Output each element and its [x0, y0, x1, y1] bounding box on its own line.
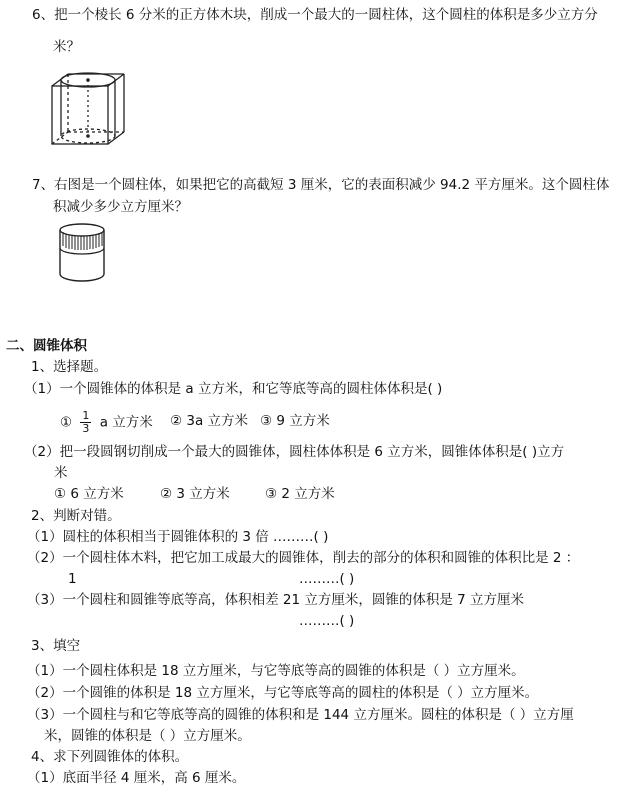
- calc-heading: 4、求下列圆锥体的体积。: [31, 749, 189, 765]
- fill-heading: 3、填空: [31, 638, 81, 654]
- cube-cylinder-figure: [48, 70, 128, 150]
- judge-q2-line1: （2）一个圆柱体木料，把它加工成最大的圆锥体，削去的部分的体积和圆锥的体积比是 2 ：: [27, 550, 580, 566]
- one-third-fraction: [80, 410, 91, 435]
- section-title: 二、圆锥体积: [6, 338, 87, 354]
- choice-heading: 1、选择题。: [31, 359, 108, 375]
- cylinder-figure: [54, 222, 114, 286]
- choice-q1-option-1: [60, 410, 153, 435]
- judge-q2-line2-blank: ………( ): [299, 571, 355, 587]
- choice-q2-option-2: ② 3 立方米: [160, 486, 230, 502]
- judge-q1: （1）圆柱的体积相当于圆锥体积的 3 倍 ………( ): [27, 529, 329, 545]
- fill-q1: （1）一个圆柱体积是 18 立方厘米，与它等底等高的圆锥的体积是（ ）立方厘米。: [27, 663, 525, 679]
- fraction-numerator: 1: [82, 409, 90, 422]
- q7-line2: 积减少多少立方厘米？: [53, 199, 188, 215]
- q6-line1: 6、把一个棱长 6 分米的正方体木块，削成一个最大的一圆柱体，这个圆柱的体积是多少立方分: [32, 7, 598, 23]
- q7-line1: 7、右图是一个圆柱体，如果把它的高截短 3 厘米，它的表面积减少 94.2 平方厘米。这个圆柱体: [32, 177, 610, 193]
- fill-q2: （2）一个圆锥的体积是 18 立方厘米，与它等底等高的圆柱的体积是（ ）立方厘米。: [27, 685, 539, 701]
- option-marker: ①: [60, 414, 73, 431]
- choice-q2-line1: （2）把一段圆钢切削成一个最大的圆锥体，圆柱体体积是 6 立方米，圆锥体体积是( )立方: [24, 444, 565, 460]
- judge-q3-line1: （3）一个圆柱和圆锥等底等高，体积相差 21 立方厘米，圆锥的体积是 7 立方厘米: [27, 592, 525, 608]
- fill-q3-line1: （3）一个圆柱与和它等底等高的圆锥的体积和是 144 立方厘米。圆柱的体积是（ ）立方厘: [27, 707, 574, 723]
- choice-q2-line2: 米: [54, 465, 68, 481]
- q6-line2: 米？: [53, 39, 80, 55]
- choice-q1-option-3: ③ 9 立方米: [260, 413, 330, 429]
- judge-heading: 2、判断对错。: [31, 508, 121, 524]
- fill-q3-line2: 米，圆锥的体积是（ ）立方厘米。: [44, 728, 251, 744]
- calc-q1: （1）底面半径 4 厘米，高 6 厘米。: [27, 770, 246, 786]
- choice-q2-option-3: ③ 2 立方米: [265, 486, 335, 502]
- fraction-denominator: 3: [82, 422, 90, 435]
- judge-q3-line2-blank: ………( ): [299, 613, 355, 629]
- judge-q2-line2-number: 1: [68, 571, 77, 587]
- option-text: a 立方米: [99, 414, 153, 431]
- choice-q1-option-2: ② 3a 立方米: [170, 413, 249, 429]
- choice-q1: （1）一个圆锥体的体积是 a 立方米，和它等底等高的圆柱体体积是( ): [24, 381, 443, 397]
- choice-q2-option-1: ① 6 立方米: [54, 486, 124, 502]
